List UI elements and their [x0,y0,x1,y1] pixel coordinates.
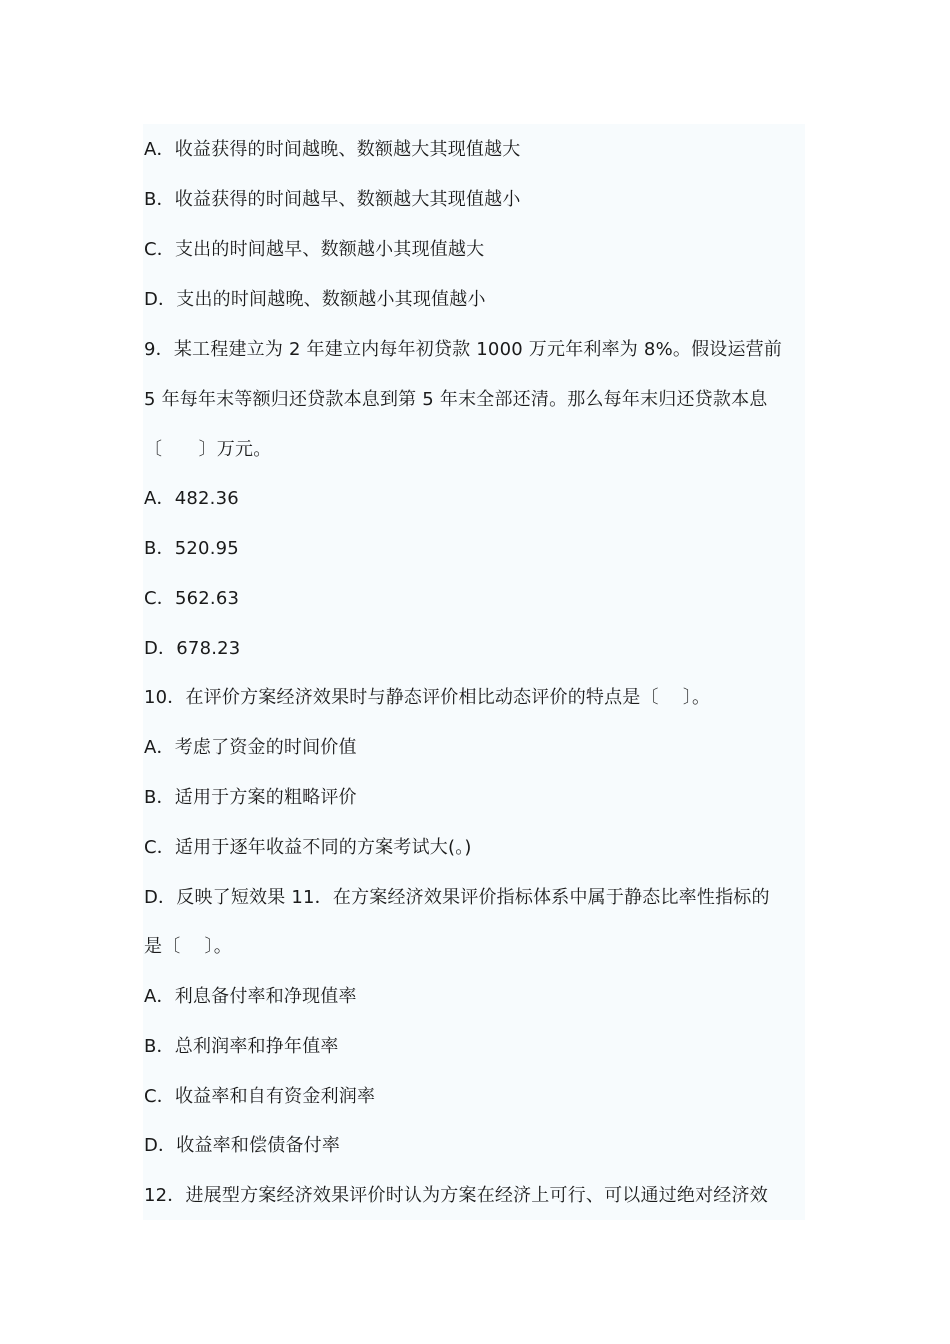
option-c-q8: C．支出的时间越早、数额越小其现值越大 [144,239,485,260]
question-11-line-2: 是〔 〕。 [144,936,232,957]
question-9-line-1: 9．某工程建立为 2 年建立内每年初贷款 1000 万元年利率为 8%。假设运营前 [144,339,783,360]
option-d-q8: D．支出的时间越晚、数额越小其现值越小 [144,289,486,310]
option-a-q9: A．482.36 [144,488,239,509]
option-b-q9: B．520.95 [144,538,239,559]
question-9-line-3: 〔 〕万元。 [144,439,272,460]
option-d-q9: D．678.23 [144,638,241,659]
option-b-q11: B．总利润率和挣年值率 [144,1036,339,1057]
option-c-q11: C．收益率和自有资金利润率 [144,1086,376,1107]
option-c-q10: C．适用于逐年收益不同的方案考试大(。) [144,837,472,858]
option-a-q10: A．考虑了资金的时间价值 [144,737,357,758]
question-10: 10．在评价方案经济效果时与静态评价相比动态评价的特点是〔 〕。 [144,687,711,708]
option-c-q9: C．562.63 [144,588,240,609]
question-12: 12．进展型方案经济效果评价时认为方案在经济上可行、可以通过绝对经济效 [144,1185,768,1206]
option-b-q8: B．收益获得的时间越早、数额越大其现值越小 [144,189,521,210]
option-d-q10-question-11: D．反映了短效果 11．在方案经济效果评价指标体系中属于静态比率性指标的 [144,887,770,908]
option-a-q8: A．收益获得的时间越晚、数额越大其现值越大 [144,139,521,160]
option-d-q11: D．收益率和偿债备付率 [144,1135,341,1156]
question-9-line-2: 5 年每年末等额归还贷款本息到第 5 年末全部还清。那么每年末归还贷款本息 [144,389,768,410]
option-b-q10: B．适用于方案的粗略评价 [144,787,357,808]
option-a-q11: A．利息备付率和净现值率 [144,986,357,1007]
